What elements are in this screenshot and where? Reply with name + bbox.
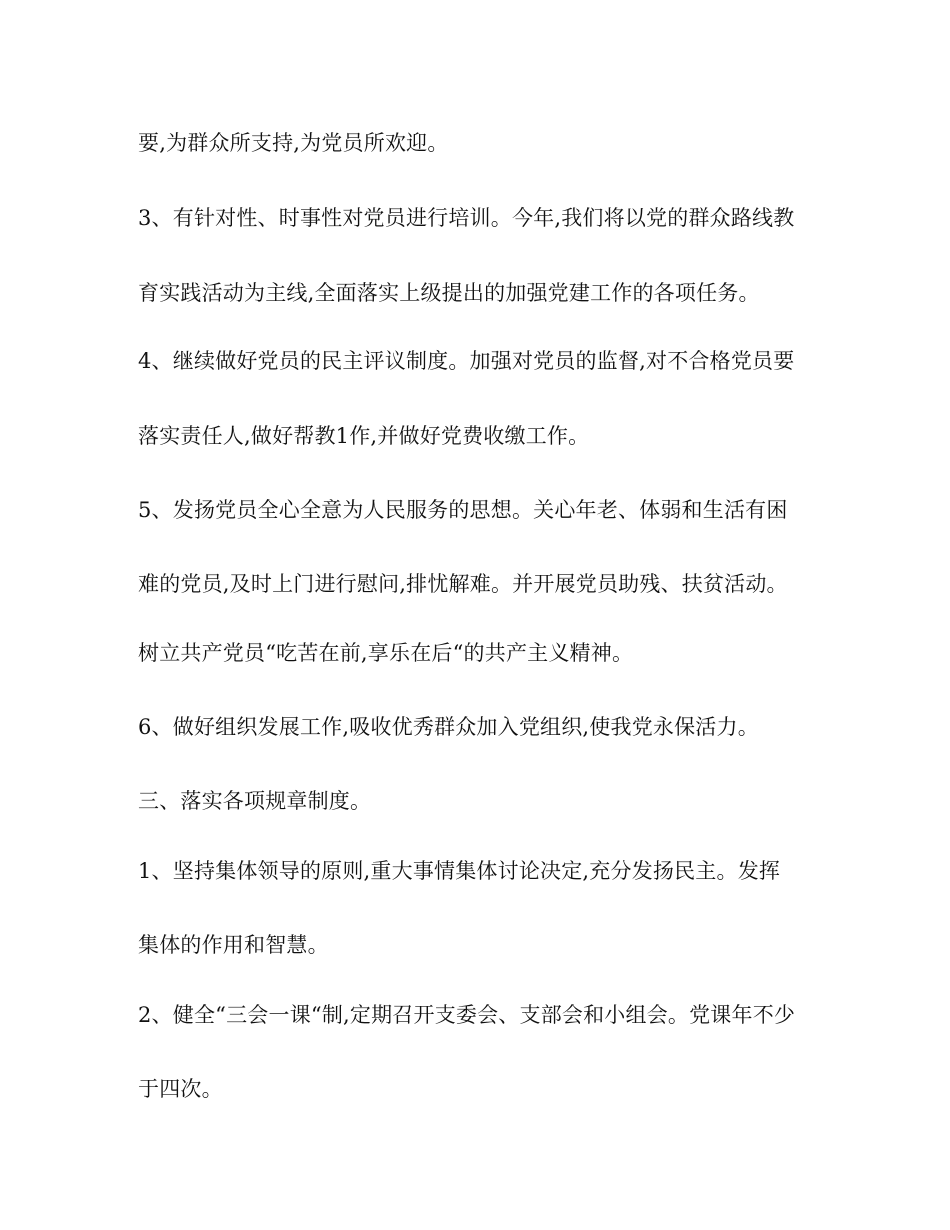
text-line: 2、健全“三会一课“制,定期召开支委会、支部会和小组会。党课年不少 (138, 1003, 796, 1027)
text-line: 要,为群众所支持,为党员所欢迎。 (138, 131, 449, 155)
text-line: 育实践活动为主线,全面落实上级提出的加强党建工作的各项任务。 (138, 281, 760, 305)
text-line: 树立共产党员“吃苦在前,享乐在后“的共产主义精神。 (138, 641, 634, 665)
text-line: 于四次。 (138, 1077, 223, 1101)
text-line: 难的党员,及时上门进行慰问,排忧解难。并开展党员助残、扶贫活动。 (138, 572, 788, 596)
text-line: 4、继续做好党员的民主评议制度。加强对党员的监督,对不合格党员要 (138, 349, 795, 373)
text-line: 集体的作用和智慧。 (138, 933, 329, 957)
text-line: 3、有针对性、时事性对党员进行培训。今年,我们将以党的群众路线教 (138, 206, 795, 230)
text-line: 6、做好组织发展工作,吸收优秀群众加入党组织,使我党永保活力。 (138, 715, 759, 739)
section-heading: 三、落实各项规章制度。 (138, 789, 372, 813)
text-line: 5、发扬党员全心全意为人民服务的思想。关心年老、体弱和生活有困 (138, 498, 788, 522)
text-line: 落实责任人,做好帮教1作,并做好党费收缴工作。 (138, 424, 590, 448)
text-line: 1、坚持集体领导的原则,重大事情集体讨论决定,充分发扬民主。发挥 (138, 859, 781, 883)
